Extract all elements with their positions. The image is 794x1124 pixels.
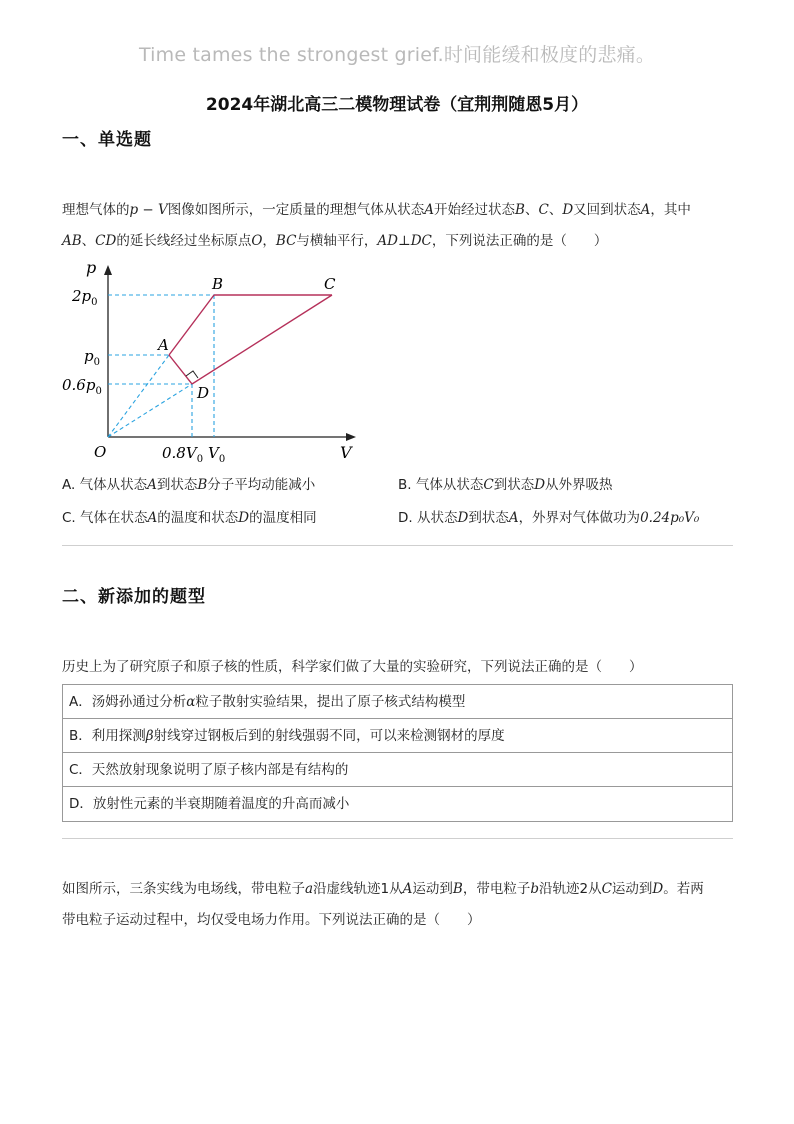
q2-option-a[interactable]: A．汤姆孙通过分析α粒子散射实验结果，提出了原子核式结构模型 <box>63 685 732 719</box>
watermark: Time tames the strongest grief.时间能缓和极度的悲痛。 <box>138 44 656 66</box>
question-3-stem-line-2: 带电粒子运动过程中，均仅受电场力作用。下列说法正确的是（ ） <box>62 912 481 928</box>
segment-da <box>169 355 192 384</box>
axis-label-p: p <box>86 258 97 277</box>
guide-od <box>108 384 192 437</box>
q2-option-b[interactable]: B．利用探测β射线穿过钢板后到的射线强弱不同，可以来检测钢材的厚度 <box>63 719 732 753</box>
point-label-b: B <box>212 275 224 293</box>
tick-label-08v0: $0.8V_0$ <box>162 444 204 465</box>
origin-label: O <box>94 443 107 461</box>
page-title: 2024年湖北高三二模物理试卷（宜荆荆随恩5月） <box>205 95 589 115</box>
segment-ab <box>169 295 214 355</box>
point-label-c: C <box>324 275 336 293</box>
question-1-stem-line-1: 理想气体的p − V图像如图所示，一定质量的理想气体从状态A开始经过状态B、C、D又回到状态A，其中 <box>62 202 691 218</box>
question-3-stem-line-1: 如图所示，三条实线为电场线，带电粒子a沿虚线轨迹1从A运动到B，带电粒子b沿轨迹2从C运动到D。若两 <box>62 881 704 897</box>
tick-label-06p0: $0.6p_0$ <box>62 376 102 397</box>
section-heading-single-choice: 一、单选题 <box>62 130 152 150</box>
question-1-stem-line-2: AB、CD的延长线经过坐标原点O，BC与横轴平行，AD⊥DC，下列说法正确的是（ ） <box>62 233 608 249</box>
question-2-stem: 历史上为了研究原子和原子核的性质，科学家们做了大量的实验研究，下列说法正确的是（ ） <box>62 659 643 675</box>
question-3-stem <box>62 874 742 936</box>
q2-options-table <box>62 684 733 822</box>
v-axis-arrow <box>346 433 356 441</box>
q1-option-c[interactable]: C. 气体在状态A的温度和状态D的温度相同 <box>62 510 317 526</box>
q1-option-d[interactable]: D. 从状态D到状态A，外界对气体做功为0.24p₀V₀ <box>398 510 700 526</box>
tick-label-2p0: $2p_0$ <box>72 287 98 308</box>
question-1-stem <box>62 195 742 257</box>
q1-option-a[interactable]: A. 气体从状态A到状态B分子平均动能减小 <box>62 477 316 493</box>
segment-cd <box>192 295 332 384</box>
guide-oa <box>108 355 169 437</box>
q2-option-c[interactable]: C．天然放射现象说明了原子核内部是有结构的 <box>63 753 732 787</box>
divider <box>62 838 733 839</box>
pv-diagram <box>62 255 372 470</box>
p-axis-arrow <box>104 265 112 275</box>
point-label-d: D <box>197 384 210 402</box>
q2-option-d[interactable]: D．放射性元素的半衰期随着温度的升高而减小 <box>69 796 350 812</box>
q1-option-b[interactable]: B. 气体从状态C到状态D从外界吸热 <box>398 477 613 493</box>
axis-label-v: V <box>340 443 352 462</box>
section-heading-new-type: 二、新添加的题型 <box>62 587 206 607</box>
tick-label-v0: $V_0$ <box>208 444 226 465</box>
point-label-a: A <box>158 336 169 354</box>
divider <box>62 545 733 546</box>
tick-label-p0: $p_0$ <box>84 347 100 368</box>
right-angle-mark <box>186 371 198 378</box>
